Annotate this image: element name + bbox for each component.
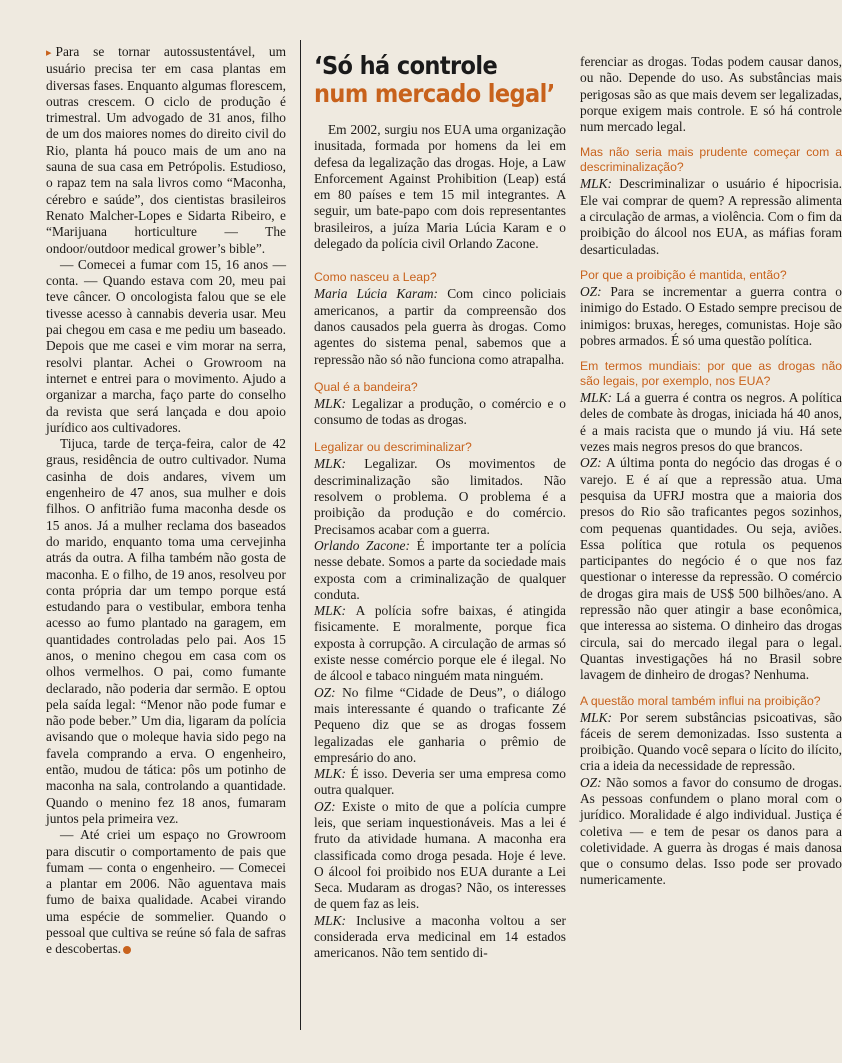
interview-column-middle bbox=[314, 52, 566, 962]
speaker-label: MLK: bbox=[314, 766, 346, 782]
speaker-label: MLK: bbox=[314, 603, 346, 619]
interview-question: Qual é a bandeira? bbox=[314, 379, 418, 394]
interview-answer bbox=[314, 913, 566, 962]
answer-text: É isso. Deveria ser uma empresa como outra qualquer. bbox=[314, 766, 566, 798]
column-divider bbox=[300, 40, 301, 1030]
speaker-label: OZ: bbox=[580, 774, 602, 790]
answer-text: Legalizar. Os movimentos de descriminalização são limitados. Não resolvem o problema. O problema é a proibição da produção e do comércio. Precisamos acabar com a guerra. bbox=[314, 456, 566, 537]
article-paragraph: Tijuca, tarde de terça-feira, calor de 42 graus, residência de outro cultivador. Numa casinha de dois andares, vivem um engenheiro de 47 anos, sua mulher e dois filhos. O anfitrião fuma maconha desde os 15 anos. Já a mulher reclama dos baseados do marido, enquanto toma uma cervejinha atrás da outra. A filha também não gosta de maconha. E o filho, de 19 anos, resolveu por conta própria dar um tempo porque está estudando para o vestibular, embora tenha acesso ao fumo plantado na garagem, em quantidades controladas pelo pai. Aos 15 anos, o menino chegou em casa com os olhos vermelhos. O pai, como fumante declarado, não poderia dar sermão. E optou pela saída legal: “Menor não pode fumar e não pode beber.” Um dia, ligaram da polícia avisando que o moleque havia sido pego na favela comprando a erva. O engenheiro, então, mudou de tática: pôs um potinho de maconha na sala, controlando a quantidade. Quando o menino fez 18 anos, fumaram juntos pela primeira vez. bbox=[46, 436, 286, 826]
answer-text: Com cinco policiais americanos, a partir da compreensão dos danos causados pela guerra às drogas. Como agentes do sistema penal, sabemos que a repressão não só não funciona como atrapalha. bbox=[314, 286, 567, 367]
interview-answer bbox=[580, 710, 842, 775]
article-paragraph: ▸ Para se tornar autossustentável, um usuário precisa ter em casa plantas em diversas fases. Enquanto algumas florescem, outras crescem. O ciclo de produção é trimestral. Um advogado de 31 anos, filho de um dos maiores nomes do direito civil do Rio, planta há pouco mais de um ano na sauna de sua casa em Petrópolis. Estudioso, o rapaz tem na sala livros como “Maconha, cérebro e saúde”, dos cientistas brasileiros Renato Malcher-Lopes e Sidarta Ribeiro, e “Marijuana horticulture — The ondoor/outdoor medical grower’s bible”. bbox=[46, 44, 286, 256]
speaker-label: OZ: bbox=[580, 455, 602, 471]
speaker-label: OZ: bbox=[580, 283, 602, 299]
speaker-label: MLK: bbox=[580, 176, 612, 192]
interview-answer bbox=[314, 766, 566, 799]
end-of-article-icon bbox=[123, 946, 131, 954]
interview-question: Legalizar ou descriminalizar? bbox=[314, 440, 472, 455]
interview-question: Em termos mundiais: por que as drogas não são legais, por exemplo, nos EUA? bbox=[580, 359, 842, 389]
answer-text: Legalizar a produção, o comércio e o consumo de todas as drogas. bbox=[314, 395, 566, 428]
interview-answer bbox=[580, 284, 842, 349]
speaker-label: MLK: bbox=[314, 456, 346, 472]
interview-question: Como nasceu a Leap? bbox=[314, 270, 437, 285]
answer-text: Para se incrementar a guerra contra o inimigo do Estado. O Estado sempre precisou de inimigos: bruxas, hereges, comunistas. Hoje são pobres armados. É só uma questão política. bbox=[580, 283, 842, 348]
speaker-label: OZ: bbox=[314, 684, 336, 700]
interview-question: A questão moral também influi na proibição? bbox=[580, 693, 821, 708]
interview-answer bbox=[580, 176, 842, 257]
interview-answer bbox=[314, 603, 566, 684]
answer-text: Existe o mito de que a polícia cumpre leis, que seriam inquestionáveis. Mas a lei é fruto da atividade humana. A maconha era classificada como droga pesada. Hoje é leve. O álcool foi proibido nos EUA durante a Lei Seca. Mudaram as drogas? Não, os interesses de quem faz as leis. bbox=[314, 798, 566, 912]
speaker-label: Orlando Zacone: bbox=[314, 537, 410, 553]
answer-text: É importante ter a polícia nesse debate. Somos a parte da sociedade mais exposta com a criminalização de qualquer conduta. bbox=[314, 537, 566, 602]
interview-answer bbox=[314, 456, 566, 537]
answer-text: Não somos a favor do consumo de drogas. As pessoas confundem o plano moral com o jurídico. Moralidade é algo individual. Justiça é coletiva — e tem de pesar os danos para a coletividade. A guerra às drogas é mais danosa que o consumo delas. Isso pode ser provado numericamente. bbox=[580, 774, 842, 888]
article-paragraph: — Até criei um espaço no Growroom para discutir o comportamento de pais que fumam — conta o engenheiro. — Comecei a plantar em 2006. Não aguentava mais fumo de baixa qualidade. Acabei virando uma espécie de sommelier. Quando o pessoal que cultiva se reúne só fala de safras e descobertas. bbox=[46, 827, 286, 957]
article-paragraph: — Comecei a fumar com 15, 16 anos — conta. — Quando estava com 20, meu pai teve câncer. O oncologista falou que se ele tivesse acesso à cannabis deveria usar. Meu pai chegou em casa e me pediu um baseado. Depois que me casei e vim morar na serra, resolvi plantar. Achei o Growroom na internet e entrei para o movimento. Ajudo a organizar a marcha, faço parte do conselho da revista que será lançada e dou apoio jurídico aos cultivadores. bbox=[46, 256, 286, 435]
interview-answer bbox=[314, 799, 566, 913]
answer-text: A última ponta do negócio das drogas é o varejo. E é aí que a repressão atua. Uma pesquisa da UFRJ mostra que a maioria dos presos do Rio são traficantes pegos sozinhos, com pequenas quantidades. Ou seja, aviões. Essa política que rotula os pequenos participantes do negócio é o que nos faz questionar o interesse da repressão. O comércio de drogas gira mais de US$ 500 bilhões/ano. A repressão não quer atingir a base econômica, que interessa ao sistema. O dinheiro das drogas circula, sai do mercado ilegal para o legal. Quantas investigações há no Brasil sobre lavagem de dinheiro de drogas? Nenhuma. bbox=[580, 455, 842, 683]
interview-answer bbox=[580, 455, 842, 683]
interview-answer bbox=[580, 390, 842, 455]
interview-answer bbox=[314, 685, 566, 766]
speaker-label: OZ: bbox=[314, 798, 336, 814]
headline-line-1: ‘Só há controle bbox=[314, 51, 498, 80]
speaker-label: MLK: bbox=[580, 709, 612, 725]
article-column-left bbox=[46, 44, 286, 958]
interview-question: Por que a proibição é mantida, então? bbox=[580, 267, 787, 282]
speaker-label: Maria Lúcia Karam: bbox=[314, 286, 439, 302]
speaker-label: MLK: bbox=[580, 390, 612, 406]
interview-answer bbox=[580, 775, 842, 889]
interview-qa-block bbox=[314, 270, 566, 961]
answer-text: No filme “Cidade de Deus”, o diálogo mais interessante é quando o traficante Zé Pequeno diz que se as drogas fossem legalizadas ele ganharia o prêmio de empresário do ano. bbox=[314, 684, 566, 765]
headline-line-2: num mercado legal’ bbox=[314, 79, 555, 108]
answer-text: Por serem substâncias psicoativas, são fáceis de serem demonizadas. Isso sustenta a proibição. Quando você separa o lícito do ilícito, cria a ideia da necessidade de repressão. bbox=[580, 709, 842, 774]
interview-question: Mas não seria mais prudente começar com a descriminalização? bbox=[580, 145, 842, 175]
interview-headline bbox=[314, 52, 566, 108]
interview-answer bbox=[314, 396, 566, 429]
answer-text: Lá a guerra é contra os negros. A política deles de combate às drogas, iniciada há 40 anos, é a mais racista que o mundo já viu. Há sete vezes mais negros presos do que brancos. bbox=[580, 390, 842, 455]
interview-intro: Em 2002, surgiu nos EUA uma organização inusitada, formada por homens da lei em defesa da legalização das drogas. Hoje, a Law Enforcement Against Prohibition (Leap) está em 80 países e tem 15 mil integrantes. A seguir, um bate-papo com dois representantes brasileiros, a juíza Maria Lúcia Karam e o delegado da polícia civil Orlando Zacone. bbox=[314, 122, 566, 252]
answer-text: A polícia sofre baixas, é atingida fisicamente. E moralmente, porque fica exposta à corrupção. A circulação de armas só existe nesse comércio porque ele é ilegal. No de álcool e tabaco ninguém mata ninguém. bbox=[314, 603, 566, 684]
interview-answer bbox=[314, 538, 566, 603]
continued-answer: ferenciar as drogas. Todas podem causar danos, ou não. Depende do uso. As substâncias mais perigosas são as que mais devem ser legalizadas, porque exigem mais controle. E só há controle num mercado legal. bbox=[580, 54, 842, 135]
interview-answer bbox=[314, 286, 566, 367]
arrow-bullet-icon: ▸ bbox=[46, 47, 52, 59]
speaker-label: MLK: bbox=[314, 395, 346, 411]
answer-text: Inclusive a maconha voltou a ser considerada erva medicinal em 14 estados americanos. Não tem sentido di- bbox=[314, 912, 566, 961]
answer-text: Descriminalizar o usuário é hipocrisia. Ele vai comprar de quem? A repressão alimenta a circulação de armas, a violência. Com o fim da proibição do álcool nos EUA, as máfias foram desarticuladas. bbox=[580, 176, 842, 257]
interview-qa-block bbox=[580, 145, 842, 888]
interview-column-right bbox=[580, 54, 842, 889]
speaker-label: MLK: bbox=[314, 912, 346, 928]
